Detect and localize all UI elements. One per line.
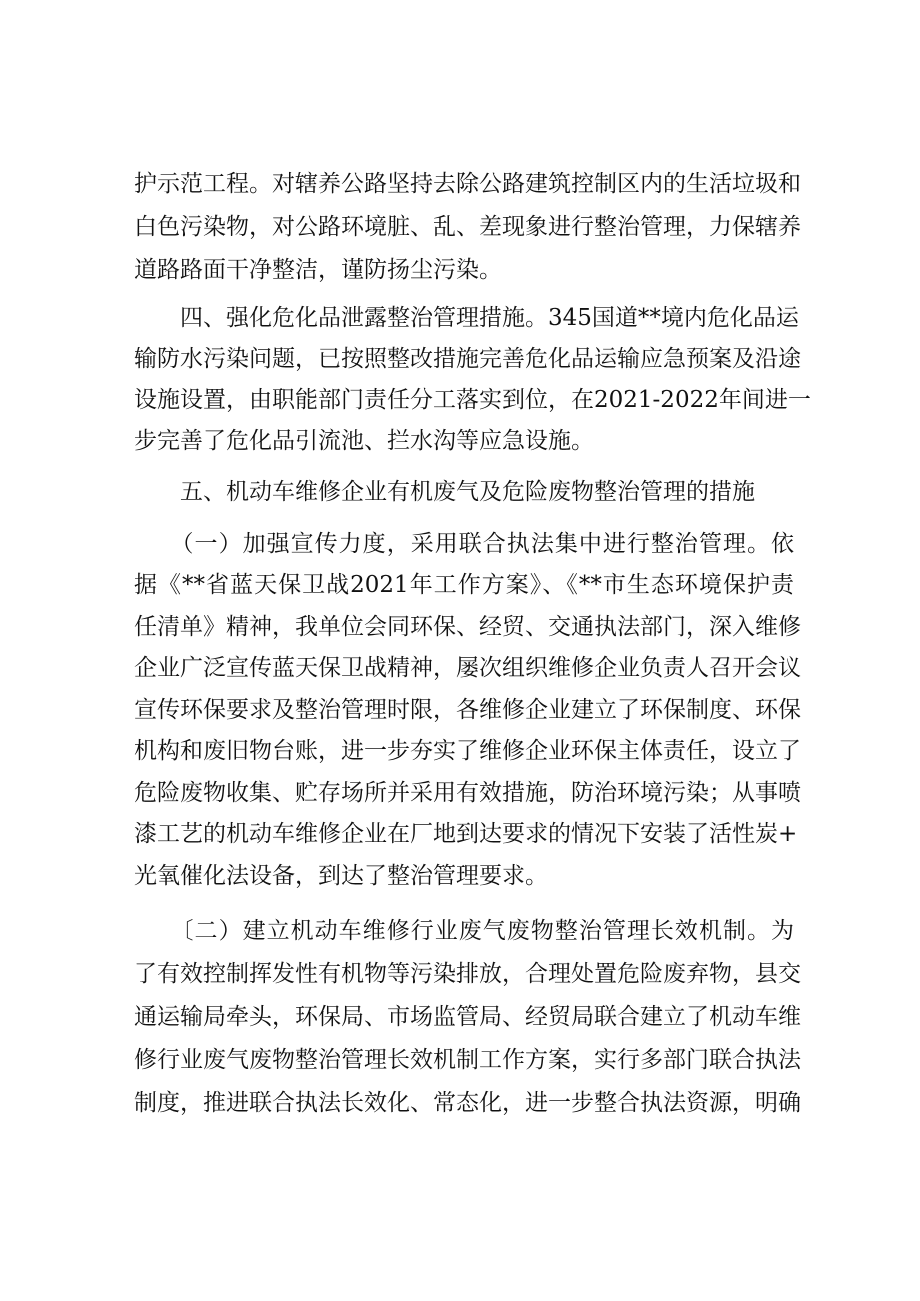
- text-line: 制度，推进联合执法长效化、常态化，进一步整合执法资源，明确: [134, 1090, 801, 1116]
- text-line: 光氧催化法设备，到达了整治管理要求。: [134, 863, 548, 889]
- text-line: 护示范工程。对辖养公路坚持去除公路建筑控制区内的生活垃圾和: [134, 171, 801, 197]
- text-line: 漆工艺的机动车维修企业在厂地到达要求的情况下安装了活性炭+: [134, 821, 798, 847]
- text-line: 宣传环保要求及整治管理时限，各维修企业建立了环保制度、环保: [134, 697, 801, 723]
- section-heading: 五、机动车维修企业有机废气及危险废物整治管理的措施: [134, 479, 755, 505]
- text-line: 四、强化危化品泄露整治管理措施。345国道**境内危化品运: [134, 305, 799, 331]
- text-line: 〔二）建立机动车维修行业废气废物整治管理长效机制。为: [134, 918, 794, 944]
- text-line: 步完善了危化品引流池、拦水沟等应急设施。: [134, 428, 594, 454]
- text-line: 输防水污染问题，已按照整改措施完善危化品运输应急预案及沿途: [134, 346, 801, 372]
- text-line: （一）加强宣传力度，采用联合执法集中进行整治管理。依: [134, 531, 794, 557]
- text-line: 机构和废旧物台账，进一步夯实了维修企业环保主体责任，设立了: [134, 738, 801, 764]
- text-line: 道路路面干净整洁，谨防扬尘污染。: [134, 257, 502, 283]
- text-line: 了有效控制挥发性有机物等污染排放，合理处置危险废弃物，县交: [134, 961, 801, 987]
- text-line: 据《**省蓝天保卫战2021年工作方案》、《**市生态环境保护责: [134, 572, 794, 598]
- text-line: 通运输局牵头，环保局、市场监管局、经贸局联合建立了机动车维: [134, 1004, 801, 1030]
- text-line: 企业广泛宣传蓝天保卫战精神，屡次组织维修企业负责人召开会议: [134, 655, 801, 681]
- text-line: 任清单》精神，我单位会同环保、经贸、交通执法部门，深入维修: [134, 614, 801, 640]
- text-line: 修行业废气废物整治管理长效机制工作方案，实行多部门联合执法: [134, 1047, 801, 1073]
- text-line: 危险废物收集、贮存场所并采用有效措施，防治环境污染；从事喷: [134, 780, 801, 806]
- text-line: 设施设置，由职能部门责任分工落实到位，在2021-2022年间进一: [134, 387, 811, 413]
- text-line: 白色污染物，对公路环境脏、乱、差现象进行整治管理，力保辖养: [134, 214, 801, 240]
